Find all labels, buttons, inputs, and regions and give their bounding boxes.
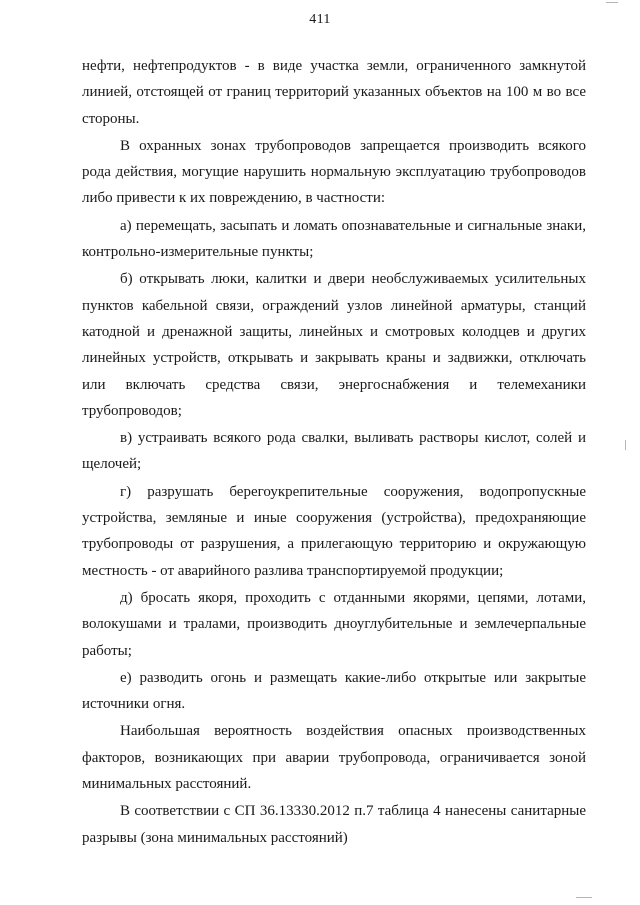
paragraph-5: в) устраивать всякого рода свалки, выливать растворы кислот, солей и щелочей; (82, 430, 586, 473)
paragraph-7: д) бросать якоря, проходить с отданными якорями, цепями, лотами, волокушами и тралами, производить дноуглубительные и землечерпальные работы; (82, 589, 586, 659)
paragraph-9: Наибольшая вероятность воздействия опасных производственных факторов, возникающих при аварии трубопровода, ограничивается зоной минимальных расстояний. (82, 723, 586, 793)
document-body (82, 53, 586, 852)
paragraph-1: нефти, нефтепродуктов - в виде участка земли, ограниченного замкнутой линией, отстоящей от границ территорий указанных объектов на 100 м во все стороны. (82, 58, 586, 127)
page-number: 411 (309, 12, 331, 27)
paragraph-4: б) открывать люки, калитки и двери необслуживаемых усилительных пунктов кабельной связи, ограждений узлов линейной арматуры, станций катодной и дренажной защиты, линейных и смотровых колодцев и других линейных устройств, открывать и закрывать краны и задвижки, отключать или включать средства связи, энергоснабжения и телемеханики трубопроводов; (82, 271, 586, 419)
paragraph-2: В охранных зонах трубопроводов запрещается производить всякого рода действия, могущие нарушить нормальную эксплуатацию трубопроводов либо привести к их повреждению, в частности: (82, 137, 586, 207)
scan-mark-top-right (606, 2, 618, 3)
paragraph-3: а) перемещать, засыпать и ломать опознавательные и сигнальные знаки, контрольно-измерительные пункты; (82, 217, 586, 261)
paragraph-6: г) разрушать берегоукрепительные сооружения, водопропускные устройства, земляные и иные сооружения (устройства), предохраняющие трубопроводы от разрушения, а прилегающую территорию и окружающую местность - от аварийного разлива транспортируемой продукции; (82, 483, 586, 579)
scan-mark-right-edge (625, 440, 626, 450)
scan-mark-bottom-right (576, 897, 592, 898)
paragraph-8: е) разводить огонь и размещать какие-либо открытые или закрытые источники огня. (82, 669, 586, 713)
paragraph-10: В соответствии с СП 36.13330.2012 п.7 таблица 4 нанесены санитарные разрывы (зона минимальных расстояний) (82, 803, 586, 846)
